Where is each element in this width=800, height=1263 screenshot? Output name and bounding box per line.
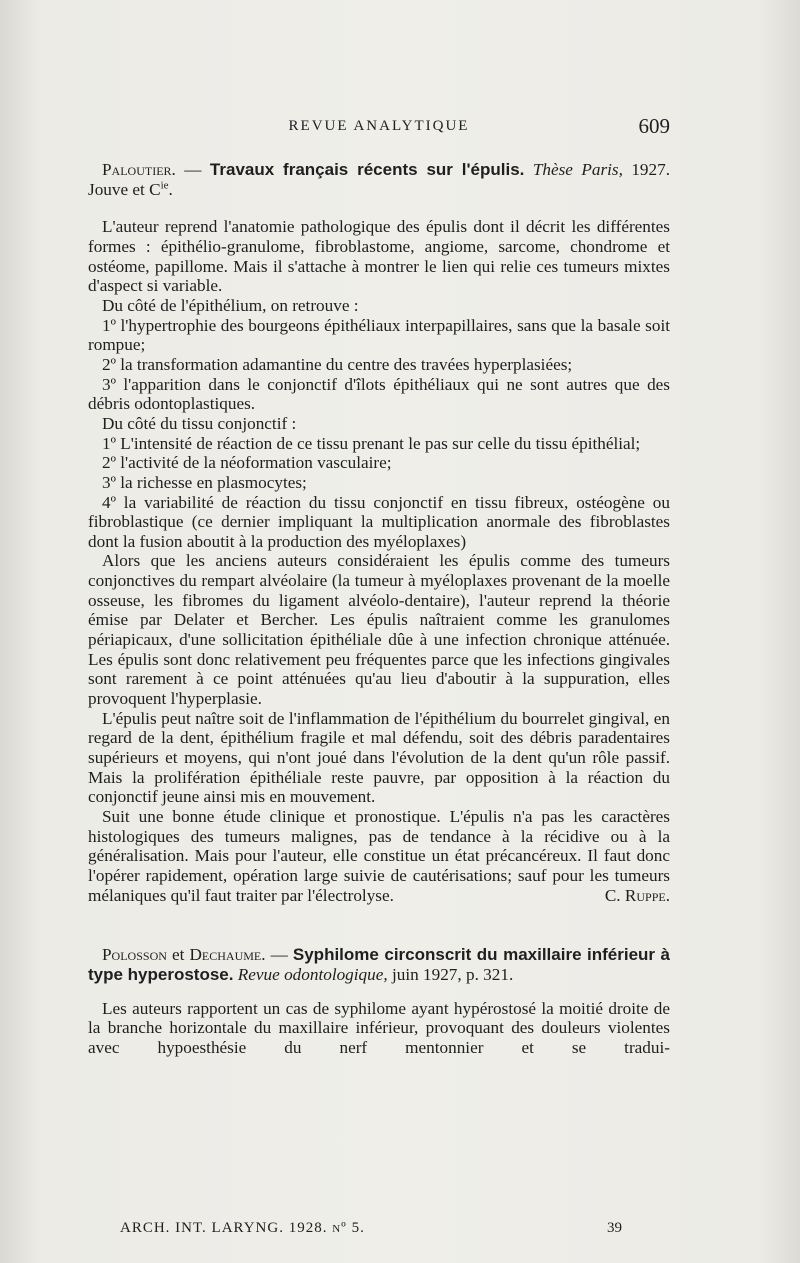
review1-title: Travaux français récents sur l'épulis. <box>209 160 525 179</box>
review1-citation-italic: Thèse Paris, <box>524 160 623 179</box>
page-header <box>88 114 670 142</box>
page-footer <box>120 1220 670 1242</box>
review1-paragraph: L'auteur reprend l'anatomie pathologique des épulis dont il décrit les différentes formes : épithélio-granulome, fibroblastome, angiome, sarcome, chondrome et ostéome, papillome. Mais il s'attache à montrer le lien qui relie ces tumeurs mixtes d'aspect si variable. <box>88 217 670 296</box>
review2-journal: Revue odontologique, <box>233 964 388 984</box>
review2-author1: Polosson <box>102 945 167 965</box>
review1-paragraph: 2º l'activité de la néoformation vasculaire; <box>102 453 392 473</box>
review1-citation: 1927. Jouve et C <box>88 160 671 199</box>
review1-paragraph: 3º l'apparition dans le conjonctif d'îlots épithéliaux qui ne sont autres que des débris odontoplastiques. <box>88 374 670 414</box>
review2-dash: — <box>265 945 293 965</box>
body-text <box>88 160 670 1058</box>
footer-journal: ARCH. INT. LARYNG. 1928. nº 5. <box>120 1220 365 1236</box>
review1-paragraph: 3º la richesse en plasmocytes; <box>102 472 307 492</box>
review2-conj: et <box>166 945 190 965</box>
review1-authors: Paloutier. <box>102 160 176 179</box>
review2-heading <box>88 945 670 984</box>
review1-paragraph: Du côté de l'épithélium, on retrouve : <box>102 295 359 315</box>
review1-citation-end: . <box>168 179 173 199</box>
page-number: 609 <box>638 114 670 138</box>
review1-paragraph: 2º la transformation adamantine du centre des travées hyperplasiées; <box>102 354 573 374</box>
review1-dash: — <box>175 160 210 179</box>
review1-heading <box>88 160 670 199</box>
review2-author2: Dechaume. <box>189 945 266 965</box>
review1-paragraph: Alors que les anciens auteurs considéraient les épulis comme des tumeurs conjonctives du rempart alvéolaire (la tumeur à myéloplaxes provenant de la moelle osseuse, les fibromes du ligament alvéolo-dentaire), l'auteur reprend la théorie émise par Delater et Bercher. Les épulis naîtraient comme les granulomes périapicaux, d'une sollicitation épithéliale dûe à une infection chronique atténuée. Les épulis sont donc relativement peu fréquentes parce que les infections gingivales sont rarement à ce point atténuées qu'au lieu d'aboutir à la suppuration, elles provoquent l'hyperplasie. <box>88 551 670 709</box>
signature-mark: 39 <box>607 1220 622 1236</box>
review1-citation-sup: ie <box>160 178 169 191</box>
review2-paragraph: Les auteurs rapportent un cas de syphilome ayant hypérostosé la moitié droite de la branche horizontale du maxillaire inférieur, provoquant des douleurs violentes avec hypoesthésie du nerf mentonnier et se tradui- <box>88 998 670 1057</box>
review1-paragraph: 1º l'hypertrophie des bourgeons épithéliaux interpapillaires, sans que la basale soit rompue; <box>88 315 670 355</box>
review1-paragraph: L'épulis peut naître soit de l'inflammation de l'épithélium du bourrelet gingival, en regard de la dent, épithélium fragile et mal défendu, soit des débris paradentaires supérieurs et moyens, qui n'ont joué dans l'évolution de la dent qu'un rôle passif. Mais la prolifération épithéliale reste pauvre, par opposition à la réaction du conjonctif jeune ainsi mis en mouvement. <box>88 708 670 807</box>
review2-citation: juin 1927, p. 321. <box>387 964 514 984</box>
review1-paragraph: 1º L'intensité de réaction de ce tissu prenant le pas sur celle du tissu épithélial; <box>102 433 641 453</box>
review1-paragraph: 4º la variabilité de réaction du tissu conjonctif en tissu fibreux, ostéogène ou fibroblastique (ce dernier impliquant la multiplication anormale des fibroblastes dont la fusion aboutit à la production des myéloplaxes) <box>88 492 670 551</box>
review1-paragraph: Du côté du tissu conjonctif : <box>102 413 297 433</box>
review1-paragraph: Suit une bonne étude clinique et pronostique. L'épulis n'a pas les caractères histologiques des tumeurs malignes, pas de tendance à la récidive ou à la généralisation. Mais pour l'auteur, elle constitue un état précancéreux. Il faut donc l'opérer rapidement, opération large suivie de cautérisations; sauf pour les tumeurs mélaniques qu'il faut traiter par l'électrolyse. <box>88 807 670 905</box>
review2-title: Syphilome circonscrit du maxillaire inférieur à type hyperostose. <box>88 945 671 984</box>
running-title: REVUE ANALYTIQUE <box>288 118 470 134</box>
review1-signature: C. Ruppe. <box>604 885 670 905</box>
